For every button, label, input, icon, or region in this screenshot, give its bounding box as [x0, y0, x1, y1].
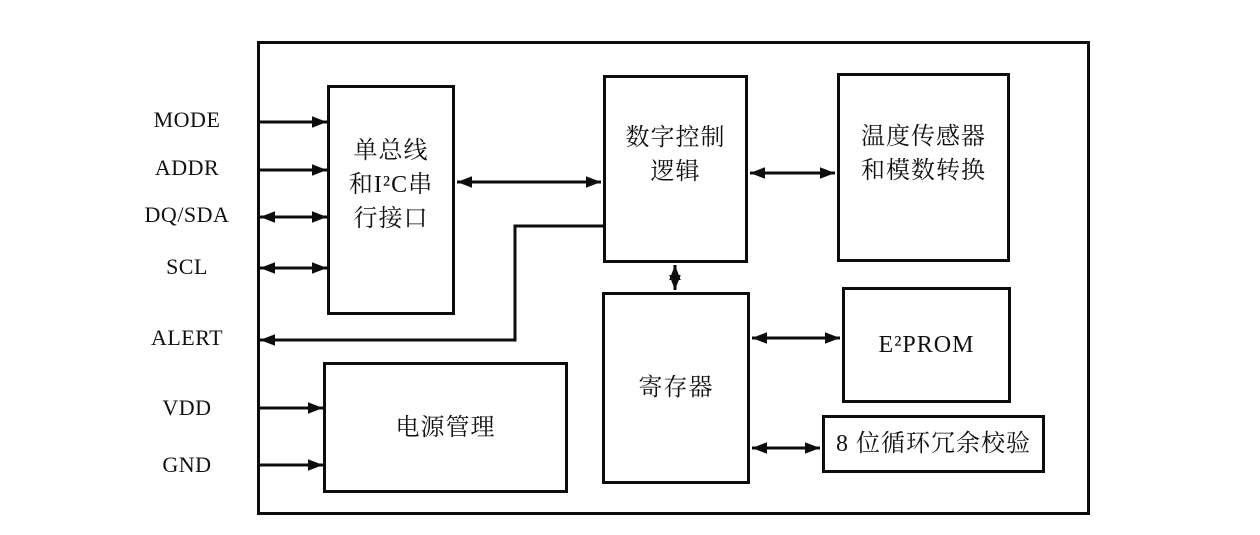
block-digital-control-line1: 数字控制: [625, 125, 726, 151]
block-registers-label: 寄存器: [638, 375, 714, 401]
block-serial-interface-line1: 单总线: [353, 138, 429, 164]
block-crc-label: 8 位循环冗余校验: [836, 431, 1031, 457]
block-serial-interface-line2: 和I²C串: [348, 172, 434, 198]
block-digital-control-logic: [603, 75, 748, 263]
block-temp-sensor-line1: 温度传感器: [861, 123, 986, 150]
pin-label-dq-sda: DQ/SDA: [144, 202, 230, 227]
pin-label-addr: ADDR: [154, 155, 220, 180]
pin-label-scl: SCL: [166, 254, 208, 279]
block-serial-interface: [327, 85, 455, 315]
block-power-label: 电源管理: [395, 414, 496, 441]
block-eeprom-label: E²PROM: [878, 332, 975, 358]
block-power-management: [323, 362, 568, 493]
block-temp-sensor-adc: [837, 73, 1010, 262]
block-temp-sensor-line2: 和模数转换: [861, 157, 986, 184]
block-registers: [602, 292, 750, 484]
block-eeprom: [842, 287, 1011, 403]
block-crc-check: [822, 415, 1045, 473]
pin-label-mode: MODE: [153, 107, 221, 132]
pin-label-alert: ALERT: [150, 325, 224, 350]
block-digital-control-line2: 逻辑: [650, 159, 701, 185]
pin-label-gnd: GND: [162, 452, 212, 477]
pin-label-vdd: VDD: [162, 395, 212, 420]
block-serial-interface-line3: 行接口: [353, 206, 429, 232]
